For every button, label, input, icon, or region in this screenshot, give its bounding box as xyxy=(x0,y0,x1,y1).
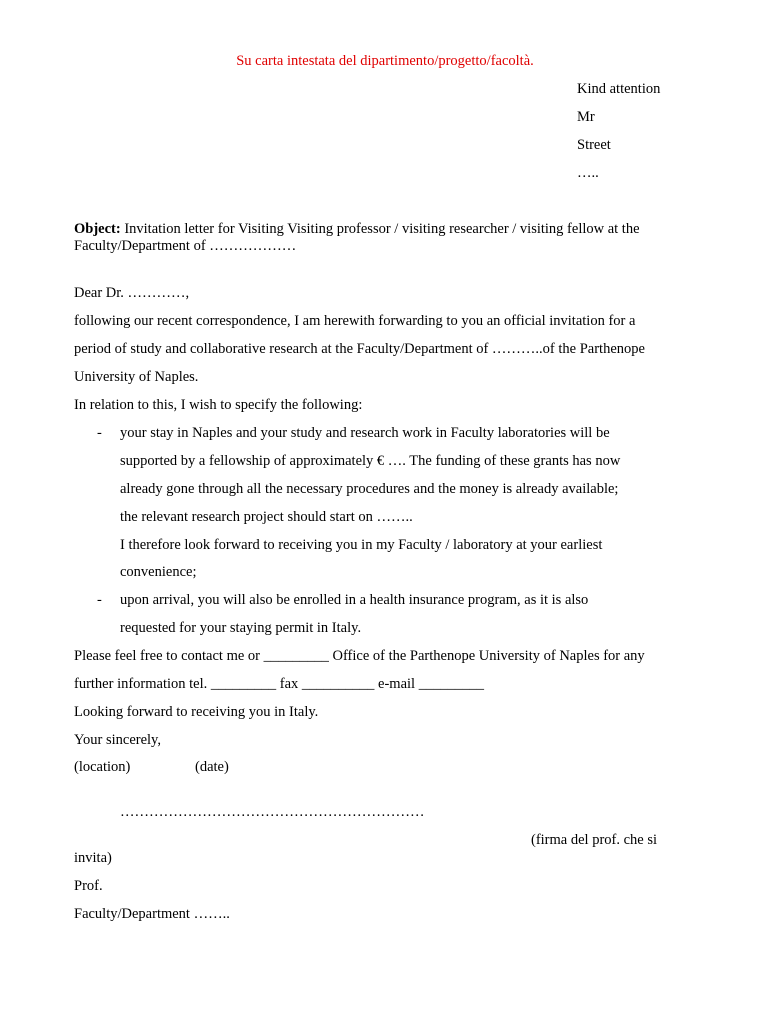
department-label: Faculty/Department …….. xyxy=(74,906,230,922)
recipient-more: ….. xyxy=(577,165,599,181)
paragraph-1-line-2: period of study and collaborative research at the Faculty/Department of ………..of the Parthenope xyxy=(74,341,645,357)
signature-line: ……………………………………………………… xyxy=(120,804,425,820)
contact-line-2: further information tel. _________ fax __________ e-mail _________ xyxy=(74,676,484,692)
paragraph-1-line-3: University of Naples. xyxy=(74,369,199,385)
recipient-street: Street xyxy=(577,137,611,153)
object-line xyxy=(74,220,640,238)
closing-line-1: Looking forward to receiving you in Italy. xyxy=(74,704,319,720)
bullet-1-line-3: already gone through all the necessary procedures and the money is already available; xyxy=(120,481,619,497)
letterhead-note: Su carta intestata del dipartimento/progetto/facoltà. xyxy=(236,53,534,69)
bullet-1-line-6: convenience; xyxy=(120,564,197,580)
bullet-1-line-5: I therefore look forward to receiving you in my Faculty / laboratory at your earliest xyxy=(120,537,603,553)
date-placeholder: (date) xyxy=(195,759,229,775)
object-label: Object: xyxy=(74,221,121,237)
location-placeholder: (location) xyxy=(74,759,131,775)
recipient-title: Mr xyxy=(577,109,595,125)
object-line-2: Faculty/Department of ……………… xyxy=(74,238,297,254)
signature-note-continued: invita) xyxy=(74,850,112,866)
salutation: Dear Dr. …………, xyxy=(74,285,190,301)
bullet-1-line-1: your stay in Naples and your study and research work in Faculty laboratories will be xyxy=(120,425,610,441)
bullet-1-line-4: the relevant research project should start on …….. xyxy=(120,509,413,525)
signature-note: (firma del prof. che si xyxy=(531,832,658,848)
bullet-marker: - xyxy=(97,592,102,608)
paragraph-2: In relation to this, I wish to specify the following: xyxy=(74,397,363,413)
closing-line-2: Your sincerely, xyxy=(74,732,161,748)
bullet-1-line-2: supported by a fellowship of approximately € …. The funding of these grants has now xyxy=(120,453,621,469)
paragraph-1-line-1: following our recent correspondence, I am herewith forwarding to you an official invitation for a xyxy=(74,313,636,329)
bullet-2-line-1: upon arrival, you will also be enrolled in a health insurance program, as it is also xyxy=(120,592,589,608)
contact-line-1: Please feel free to contact me or _________ Office of the Parthenope University of Naples for any xyxy=(74,648,645,664)
prof-label: Prof. xyxy=(74,878,103,894)
recipient-attention: Kind attention xyxy=(577,81,661,97)
bullet-marker: - xyxy=(97,425,102,441)
bullet-2-line-2: requested for your staying permit in Italy. xyxy=(120,620,362,636)
object-text: Invitation letter for Visiting Visiting professor / visiting researcher / visiting fellow at the xyxy=(120,221,640,237)
